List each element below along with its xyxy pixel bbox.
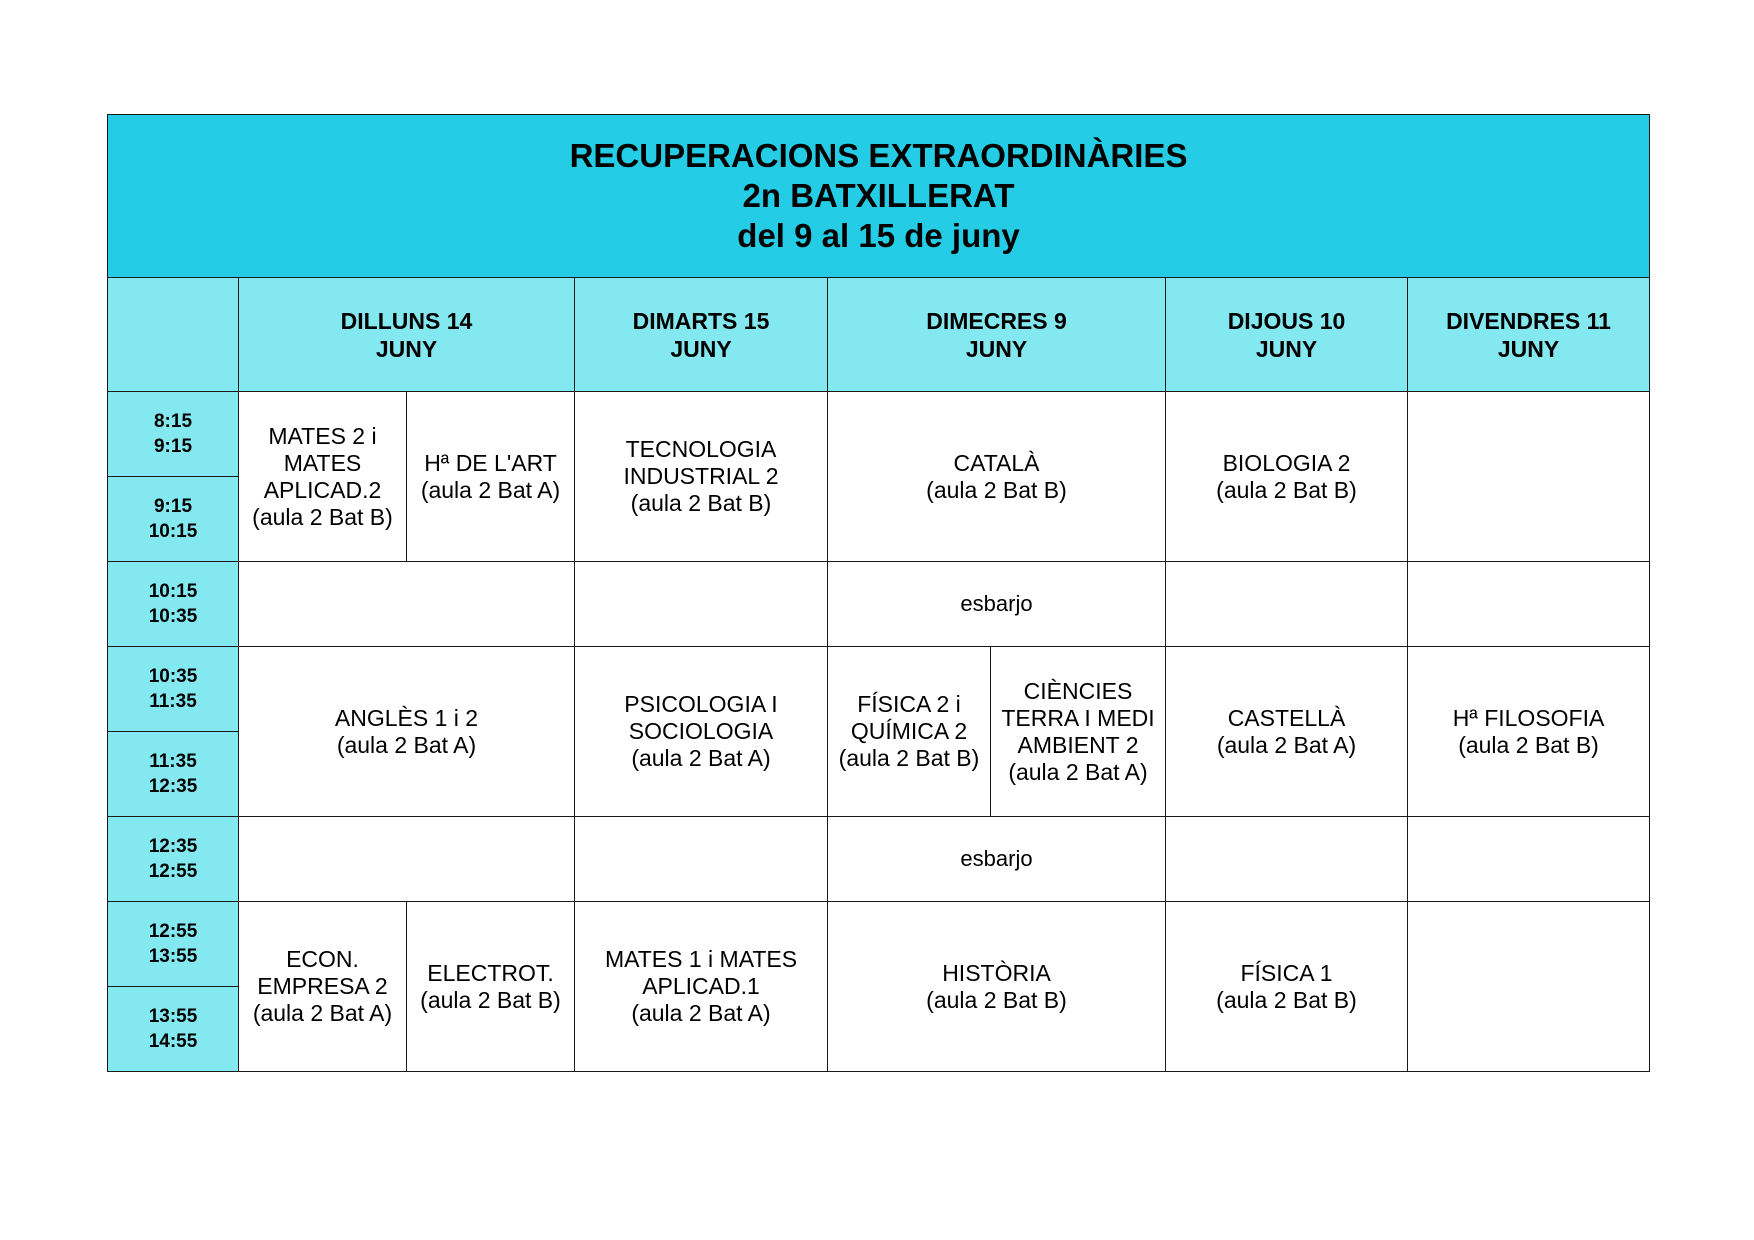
time-end: 11:35	[149, 691, 197, 712]
subject-room: (aula 2 Bat B)	[630, 490, 772, 516]
empty-cell	[1166, 817, 1408, 902]
day-month: JUNY	[375, 335, 438, 362]
subject-line: PSICOLOGIA I	[624, 691, 778, 717]
time-end: 12:55	[148, 861, 198, 882]
day-header-monday	[239, 278, 575, 392]
subject-room: (aula 2 Bat B)	[1216, 476, 1357, 503]
subject-line: ANGLÈS 1 i 2	[334, 704, 479, 731]
subject-line: FÍSICA 1	[1240, 959, 1333, 986]
empty-cell	[1166, 562, 1408, 647]
subject-line: FÍSICA 2 i	[857, 691, 961, 717]
exam-ciencies-terra	[991, 647, 1166, 817]
time-start: 13:55	[148, 1006, 198, 1027]
subject-room: (aula 2 Bat B)	[926, 986, 1067, 1013]
exam-historia-filosofia	[1408, 647, 1650, 817]
subject-line: ELECTROT.	[427, 959, 554, 986]
time-start: 9:15	[153, 496, 193, 517]
day-name: DIMARTS 15	[632, 307, 770, 334]
exam-fisica-quimica-2	[828, 647, 991, 817]
exam-angles	[239, 647, 575, 817]
time-end: 10:35	[148, 606, 198, 627]
subject-line: SOCIOLOGIA	[628, 718, 774, 744]
time-start: 12:55	[148, 921, 198, 942]
subject-line: TERRA I MEDI	[1001, 704, 1155, 731]
empty-cell	[239, 817, 575, 902]
day-header-friday	[1408, 278, 1650, 392]
day-name: DIVENDRES 11	[1446, 307, 1611, 334]
subject-room: (aula 2 Bat B)	[420, 986, 561, 1013]
break-label: esbarjo	[828, 817, 1166, 902]
time-slot-row	[108, 902, 1650, 987]
subject-line: INDUSTRIAL 2	[623, 463, 779, 489]
time-cell	[108, 477, 239, 562]
subject-room: (aula 2 Bat B)	[838, 745, 980, 771]
title-line-3: del 9 al 15 de juny	[737, 217, 1020, 254]
day-month: JUNY	[670, 335, 732, 362]
subject-line: EMPRESA 2	[257, 973, 388, 999]
day-name: DILLUNS 14	[340, 307, 473, 334]
subject-room: (aula 2 Bat A)	[420, 476, 561, 503]
time-end: 14:55	[148, 1031, 198, 1052]
time-slot-row	[108, 647, 1650, 732]
exam-historia-art	[407, 392, 575, 562]
exam-biologia-2	[1166, 392, 1408, 562]
time-start: 8:15	[153, 411, 193, 432]
time-cell	[108, 817, 239, 902]
empty-cell	[575, 817, 828, 902]
subject-line: MATES 1 i MATES	[604, 946, 798, 972]
time-end: 12:35	[148, 776, 198, 797]
subject-line: CIÈNCIES	[1023, 677, 1133, 704]
time-start: 12:35	[148, 836, 198, 857]
time-slot-row	[108, 562, 1650, 647]
subject-line: CASTELLÀ	[1227, 704, 1346, 731]
day-header-tuesday	[575, 278, 828, 392]
exam-castella	[1166, 647, 1408, 817]
exam-mates-1	[575, 902, 828, 1072]
schedule-title	[108, 115, 1650, 278]
title-line-2: 2n BATXILLERAT	[742, 177, 1015, 214]
day-month: JUNY	[1255, 335, 1318, 362]
subject-room: (aula 2 Bat B)	[926, 476, 1067, 503]
time-slot-row	[108, 817, 1650, 902]
time-end: 10:15	[148, 521, 198, 542]
exam-economia-empresa-2	[239, 902, 407, 1072]
title-line-1: RECUPERACIONS EXTRAORDINÀRIES	[569, 137, 1188, 174]
subject-room: (aula 2 Bat A)	[1008, 758, 1148, 785]
time-cell	[108, 392, 239, 477]
empty-cell	[1408, 392, 1650, 562]
subject-room: (aula 2 Bat A)	[631, 745, 771, 771]
subject-line: CATALÀ	[953, 449, 1040, 476]
empty-cell	[1408, 902, 1650, 1072]
exam-electrotecnia	[407, 902, 575, 1072]
header-corner	[108, 278, 239, 392]
time-slot-row	[108, 392, 1650, 477]
exam-fisica-1	[1166, 902, 1408, 1072]
time-start: 11:35	[149, 751, 197, 772]
day-month: JUNY	[965, 335, 1028, 362]
empty-cell	[1408, 817, 1650, 902]
subject-line: APLICAD.1	[642, 973, 760, 999]
exam-schedule-table	[107, 114, 1650, 1072]
subject-line: MATES	[283, 449, 362, 476]
exam-catala	[828, 392, 1166, 562]
day-name: DIMECRES 9	[926, 307, 1067, 334]
subject-line: APLICAD.2	[263, 476, 382, 503]
subject-line: ECON.	[286, 946, 359, 972]
empty-cell	[239, 562, 575, 647]
time-cell	[108, 647, 239, 732]
empty-cell	[575, 562, 828, 647]
subject-line: MATES 2 i	[268, 422, 377, 449]
subject-room: (aula 2 Bat A)	[336, 731, 477, 758]
exam-historia	[828, 902, 1166, 1072]
subject-room: (aula 2 Bat B)	[1458, 731, 1599, 758]
subject-line: TECNOLOGIA	[625, 436, 777, 462]
time-cell	[108, 562, 239, 647]
time-cell	[108, 987, 239, 1072]
day-header-row	[108, 278, 1650, 392]
subject-room: (aula 2 Bat B)	[252, 503, 393, 530]
subject-line: HISTÒRIA	[942, 959, 1051, 986]
day-name: DIJOUS 10	[1227, 307, 1346, 334]
day-header-wednesday	[828, 278, 1166, 392]
exam-mates-2	[239, 392, 407, 562]
subject-room: (aula 2 Bat B)	[1216, 986, 1357, 1013]
subject-line: AMBIENT 2	[1017, 731, 1139, 758]
day-header-thursday	[1166, 278, 1408, 392]
empty-cell	[1408, 562, 1650, 647]
subject-line: BIOLOGIA 2	[1222, 449, 1351, 476]
time-cell	[108, 732, 239, 817]
subject-line: Hª FILOSOFIA	[1452, 704, 1605, 731]
time-start: 10:15	[148, 581, 198, 602]
break-label: esbarjo	[828, 562, 1166, 647]
time-end: 13:55	[148, 946, 198, 967]
day-month: JUNY	[1497, 335, 1560, 362]
exam-tecnologia-industrial-2	[575, 392, 828, 562]
subject-room: (aula 2 Bat A)	[1216, 731, 1357, 758]
subject-line: QUÍMICA 2	[850, 718, 968, 744]
time-cell	[108, 902, 239, 987]
subject-room: (aula 2 Bat A)	[252, 1000, 393, 1026]
subject-room: (aula 2 Bat A)	[631, 1000, 771, 1026]
time-start: 10:35	[148, 666, 198, 687]
time-end: 9:15	[153, 436, 193, 457]
title-row	[108, 115, 1650, 278]
exam-psicologia-sociologia	[575, 647, 828, 817]
subject-line: Hª DE L'ART	[424, 449, 557, 476]
